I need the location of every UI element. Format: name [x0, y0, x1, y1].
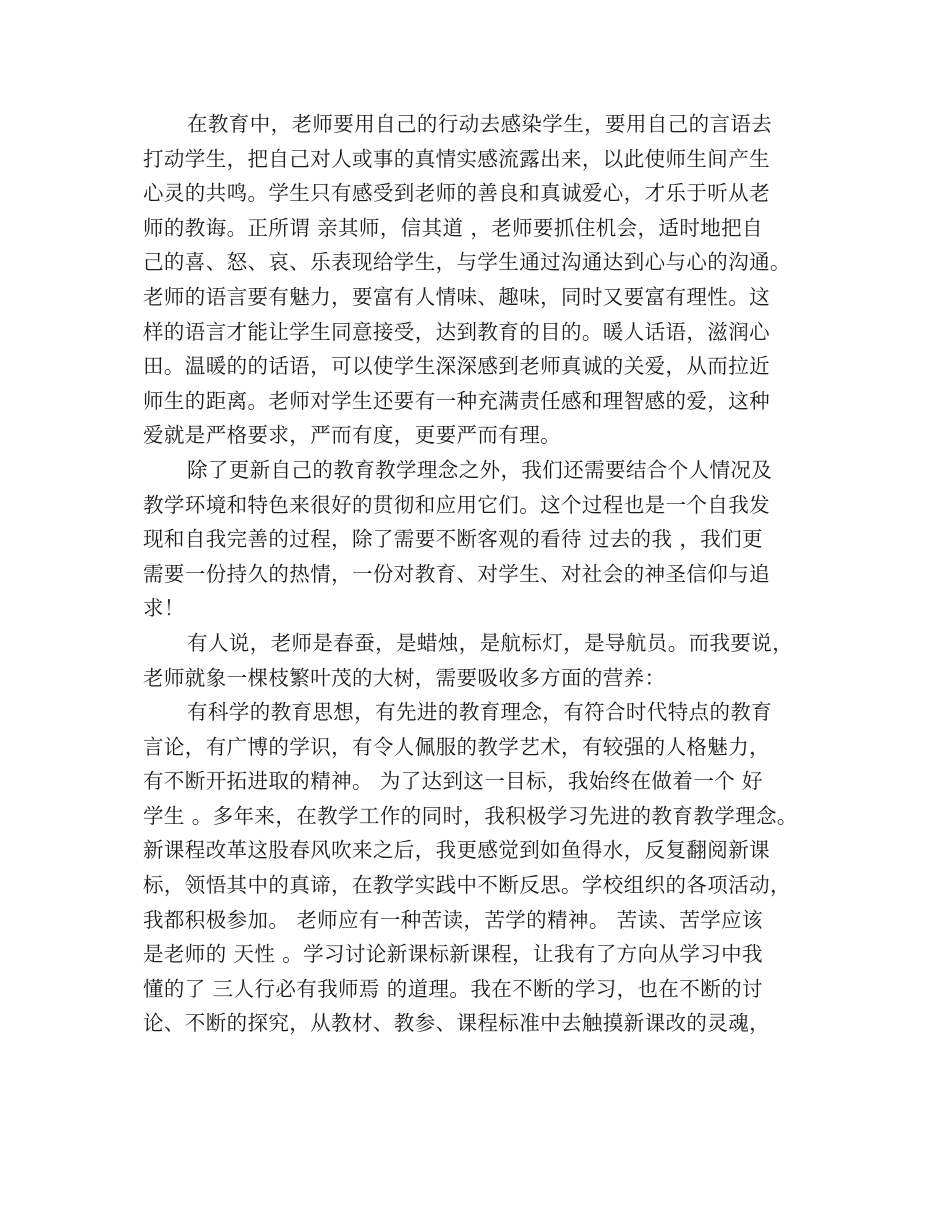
- paragraph-2-line-4: 需要一份持久的热情，一份对教育、对学生、对社会的神圣信仰与追: [143, 561, 770, 586]
- paragraph-4-line-7: 我都积极参加。 老师应有一种苦读，苦学的精神。 苦读、苦学应该: [143, 907, 763, 932]
- paragraph-4-line-9: 懂的了 三人行必有我师焉 的道理。我在不断的学习，也在不断的讨: [143, 976, 763, 1001]
- paragraph-1-line-2: 打动学生，把自己对人或事的真情实感流露出来，以此使师生间产生: [143, 146, 770, 171]
- paragraph-3-line-2: 老师就象一棵枝繁叶茂的大树，需要吸收多方面的营养：: [143, 665, 666, 690]
- paragraph-4-line-2: 言论，有广博的学识，有令人佩服的教学艺术，有较强的人格魅力，: [143, 734, 770, 759]
- paragraph-1-line-5: 己的喜、怒、哀、乐表现给学生，与学生通过沟通达到心与心的沟通。: [143, 250, 791, 275]
- paragraph-2-line-2: 教学环境和特色来很好的贯彻和应用它们。这个过程也是一个自我发: [143, 492, 770, 517]
- paragraph-2-line-1: 除了更新自己的教育教学理念之外，我们还需要结合个人情况及: [187, 457, 773, 482]
- paragraph-1-line-8: 田。温暖的的话语，可以使学生深深感到老师真诚的关爱，从而拉近: [143, 354, 770, 379]
- paragraph-2-line-3: 现和自我完善的过程，除了需要不断客观的看待 过去的我 ，我们更: [143, 527, 763, 552]
- paragraph-1-line-3: 心灵的共鸣。学生只有感受到老师的善良和真诚爱心，才乐于听从老: [143, 181, 770, 206]
- paragraph-2-line-5: 求！: [143, 596, 185, 621]
- paragraph-3-line-1: 有人说，老师是春蚕，是蜡烛，是航标灯，是导航员。而我要说，: [187, 630, 794, 655]
- paragraph-1-line-9: 师生的距离。老师对学生还要有一种充满责任感和理智感的爱，这种: [143, 388, 770, 413]
- paragraph-1-line-7: 样的语言才能让学生同意接受，达到教育的目的。暖人话语，滋润心: [143, 319, 770, 344]
- paragraph-1-line-10: 爱就是严格要求，严而有度，更要严而有理。: [143, 423, 561, 448]
- document-body: [143, 107, 843, 1041]
- paragraph-4-line-4: 学生 。多年来，在教学工作的同时，我积极学习先进的教育教学理念。: [143, 803, 798, 828]
- paragraph-1-line-4: 师的教诲。正所谓 亲其师，信其道 ，老师要抓住机会，适时地把自: [143, 215, 763, 240]
- paragraph-4-line-6: 标，领悟其中的真谛，在教学实践中不断反思。学校组织的各项活动，: [143, 873, 791, 898]
- paragraph-4-line-1: 有科学的教育思想，有先进的教育理念，有符合时代特点的教育: [187, 700, 773, 725]
- paragraph-4-line-5: 新课程改革这股春风吹来之后，我更感觉到如鱼得水，反复翻阅新课: [143, 838, 770, 863]
- paragraph-1-line-6: 老师的语言要有魅力，要富有人情味、趣味，同时又要富有理性。这: [143, 284, 770, 309]
- paragraph-4-line-3: 有不断开拓进取的精神。 为了达到这一目标，我始终在做着一个 好: [143, 769, 763, 794]
- paragraph-1-line-1: 在教育中，老师要用自己的行动去感染学生，要用自己的言语去: [187, 112, 773, 136]
- paragraph-4-line-10: 论、不断的探究，从教材、教参、课程标准中去触摸新课改的灵魂，: [143, 1011, 770, 1036]
- paragraph-4-line-8: 是老师的 天性 。学习讨论新课标新课程，让我有了方向从学习中我: [143, 942, 763, 967]
